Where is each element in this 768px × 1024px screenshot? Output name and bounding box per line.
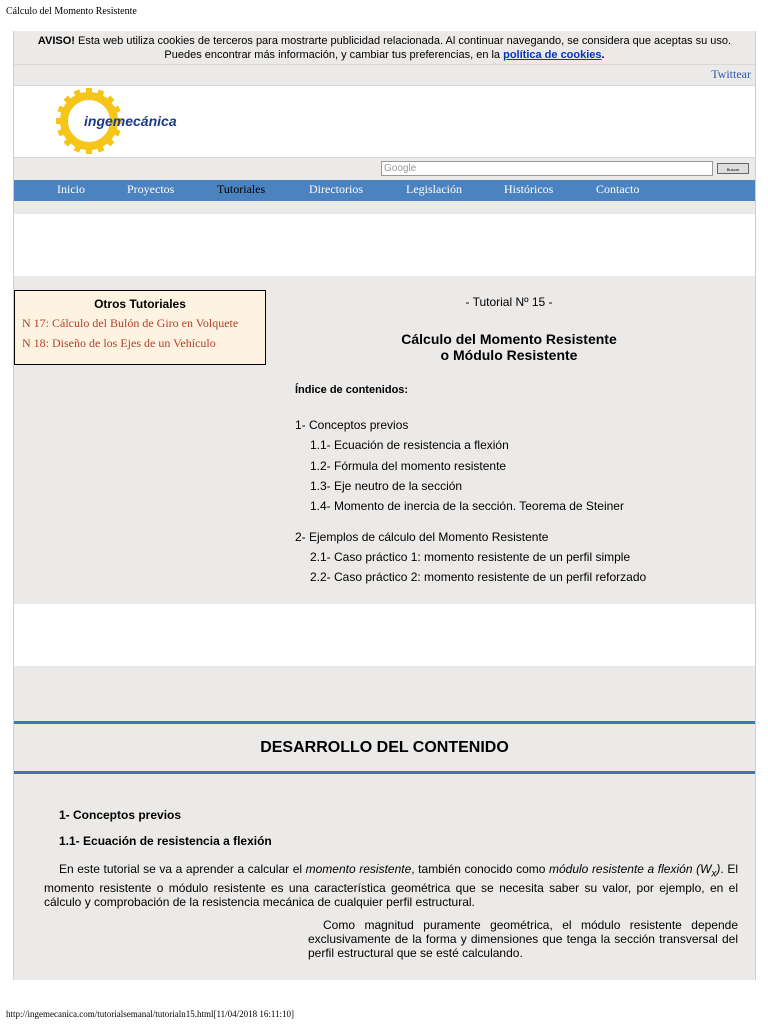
notice-line1: Esta web utiliza cookies de terceros para mostrarte publicidad relacionada. Al continuar navegando, se considera que aceptas su uso. — [74, 35, 732, 47]
toc-item-1-1[interactable]: 1.1- Ecuación de resistencia a flexión — [310, 438, 509, 452]
twitter-link[interactable]: Twittear — [711, 67, 751, 81]
search-row — [14, 157, 755, 180]
p1-text-c: , también conocido como — [411, 862, 549, 876]
paragraph-magnitud: Como magnitud puramente geométrica, el módulo resistente depende exclusivamente de la forma y dimensiones que tenga la sección transversal del perfil estructural que se esté calculando. — [308, 918, 738, 960]
p1-text-a: En este tutorial se va a aprender a calcular el — [59, 862, 306, 876]
tutorial-header — [14, 276, 755, 604]
header-logo-area — [14, 85, 755, 157]
otros-tutoriales-box — [14, 290, 266, 365]
title-line2: o Módulo Resistente — [440, 347, 578, 363]
logo-text[interactable]: ingemecánica — [84, 113, 177, 129]
tutorial-number: - Tutorial Nº 15 - — [465, 295, 553, 309]
toc-item-1-2[interactable]: 1.2- Fórmula del momento resistente — [310, 459, 507, 473]
nav-contacto[interactable]: Contacto — [596, 182, 640, 196]
toc-item-1-4[interactable]: 1.4- Momento de inercia de la sección. Teorema de Steiner — [310, 499, 624, 513]
page-footer-url: http://ingemecanica.com/tutorialsemanal/tutorialn15.html[11/04/2018 16:11:10] — [6, 1009, 295, 1019]
p1-em-modulo — [549, 862, 721, 880]
nav-directorios[interactable]: Directorios — [309, 182, 363, 196]
toc-item-2[interactable]: 2- Ejemplos de cálculo del Momento Resistente — [295, 530, 549, 544]
nav-proyectos[interactable]: Proyectos — [127, 182, 175, 196]
notice-line2: Puedes encontrar más información, y cambiar tus preferencias, en la — [164, 49, 504, 61]
p1-em-momento: momento resistente — [305, 862, 412, 876]
nav-legislacion[interactable]: Legislación — [406, 182, 462, 196]
heading-ecuacion: 1.1- Ecuación de resistencia a flexión — [59, 834, 272, 848]
p1-text-d: módulo resistente a flexión (W — [549, 862, 712, 876]
cookie-notice — [14, 31, 755, 64]
main-nav — [14, 180, 755, 201]
paragraph-intro — [44, 862, 738, 909]
nav-historicos[interactable]: Históricos — [504, 182, 554, 196]
title-line1: Cálculo del Momento Resistente — [401, 331, 617, 347]
toc-item-1[interactable]: 1- Conceptos previos — [295, 418, 409, 432]
search-input[interactable]: Google — [381, 161, 713, 176]
notice-period: . — [601, 49, 605, 61]
p1-text-f: . El momento resistente o módulo resistente es una característica geométrica que se necesita saber su valor, por ejemplo, en el cálculo y comprobación de la resistencia mecánica de cualquier perfil estructural. — [44, 862, 738, 910]
twitter-row — [14, 64, 755, 85]
nav-inicio[interactable]: Inicio — [57, 182, 85, 196]
heading-conceptos: 1- Conceptos previos — [59, 808, 182, 822]
index-label: Índice de contenidos: — [295, 384, 409, 396]
otros-link-18[interactable]: N 18: Diseño de los Ejes de un Vehículo — [22, 336, 216, 350]
otros-title: Otros Tutoriales — [94, 297, 186, 311]
otros-link-17[interactable]: N 17: Cálculo del Bulón de Giro en Volquete — [22, 316, 239, 330]
notice-label: AVISO! — [37, 35, 75, 47]
ad-space — [14, 214, 755, 276]
toc-item-2-2[interactable]: 2.2- Caso práctico 2: momento resistente de un perfil reforzado — [310, 570, 647, 584]
toc-item-1-3[interactable]: 1.3- Eje neutro de la sección — [310, 479, 463, 493]
tutorial-title — [295, 331, 723, 363]
cookie-policy-link[interactable]: política de cookies — [503, 49, 602, 61]
page — [13, 31, 756, 980]
ad-space-2 — [14, 604, 755, 666]
spacer — [14, 201, 755, 214]
p1-subscript: x — [711, 868, 717, 880]
spacer-2 — [14, 666, 755, 721]
nav-tutoriales[interactable]: Tutoriales — [217, 182, 266, 196]
toc-item-2-1[interactable]: 2.1- Caso práctico 1: momento resistente de un perfil simple — [310, 550, 631, 564]
tab-title: Cálculo del Momento Resistente — [6, 6, 137, 17]
section-title: DESARROLLO DEL CONTENIDO — [14, 724, 755, 771]
search-button[interactable]: Buscar — [717, 163, 749, 174]
content-body — [14, 774, 755, 980]
p1-text-e: ) — [716, 862, 721, 876]
